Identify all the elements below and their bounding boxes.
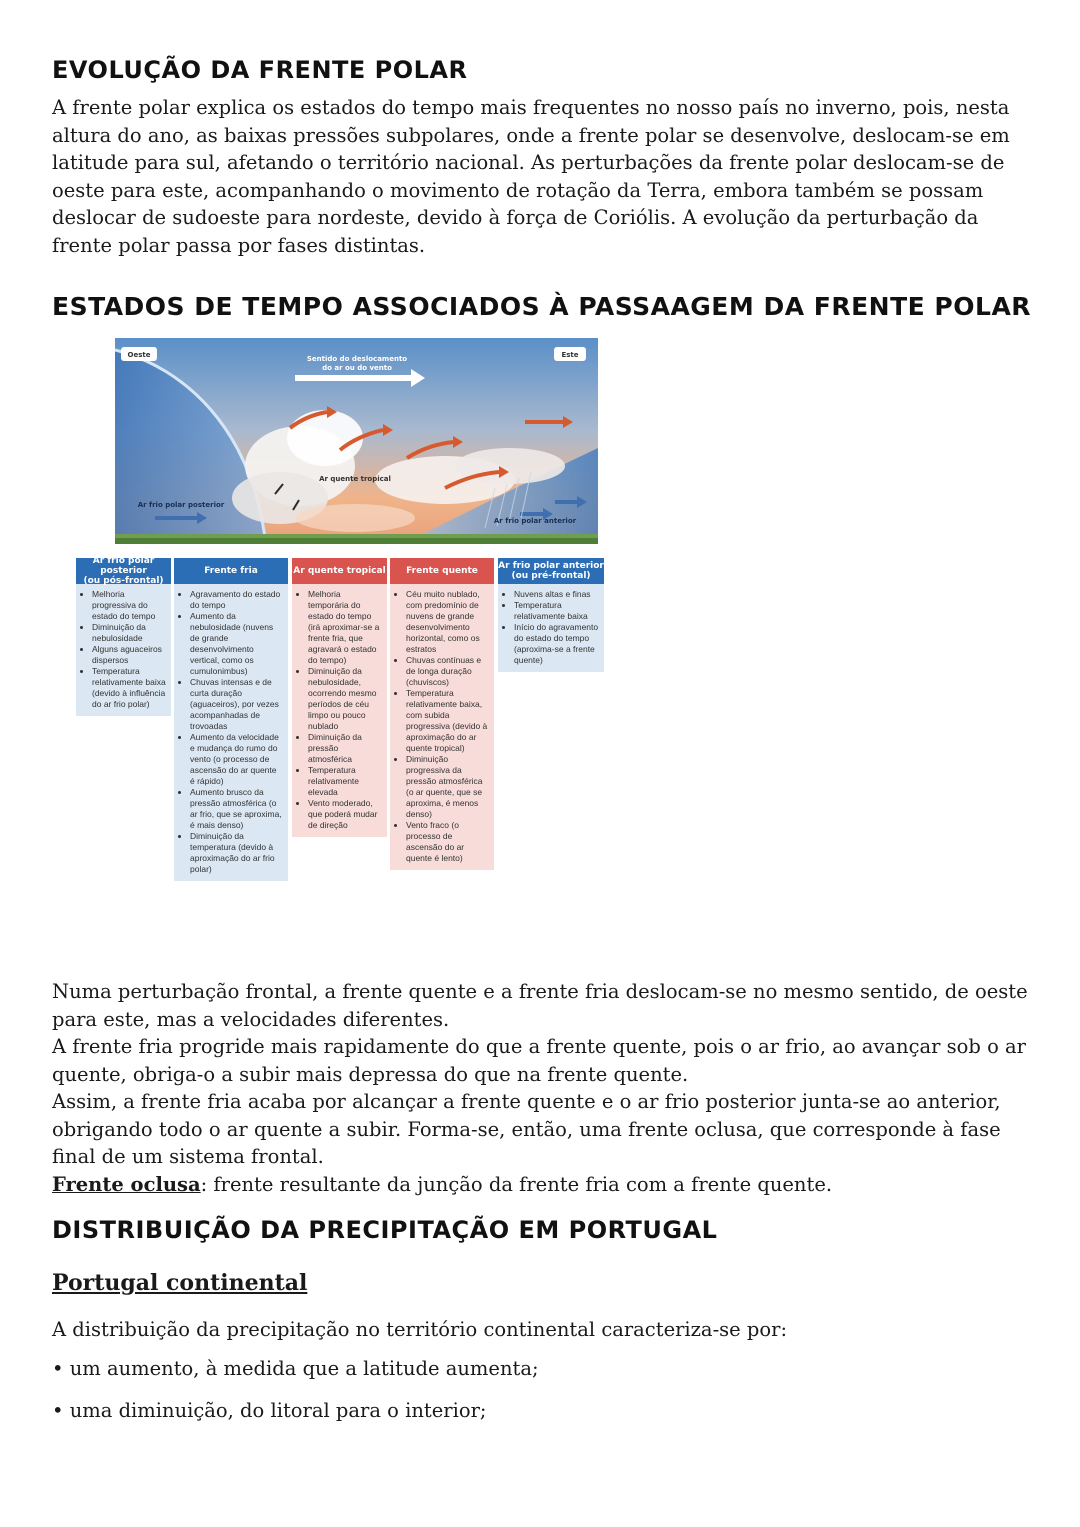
bullet-item: • um aumento, à medida que a latitude aumenta;	[52, 1357, 539, 1380]
paragraph-continental-intro: A distribuição da precipitação no território continental caracteriza-se por:	[52, 1318, 788, 1341]
column-item: • Nuvens altas e finas	[514, 589, 599, 600]
direction-label-2: do ar ou do vento	[322, 364, 392, 372]
column-item: • Início do agravamento do estado do tempo (aproxima-se a frente quente)	[514, 622, 599, 666]
bullet-item: • uma diminuição, do litoral para o interior;	[52, 1399, 487, 1422]
column-item: • Aumento da velocidade e mudança do rumo do vento (o processo de ascensão do ar quente é rápido)	[190, 732, 283, 787]
column-item: • Diminuição da temperatura (devido à aproximação do ar frio polar)	[190, 831, 283, 875]
paragraph-evolucao: A frente polar explica os estados do tempo mais frequentes no nosso país no inverno, pois, nesta altura do ano, as baixas pressões subpolares, onde a frente polar se desenvolve, deslocam-se em latitude para sul, afetando o território nacional. As perturbações da frente polar deslocam-se de oeste para este, acompanhando o movimento de rotação da Terra, embora também se possam deslocar de sudoeste para nordeste, devido à força de Coriólis. A evolução da perturbação da frente polar passa por fases distintas.	[52, 96, 1010, 257]
definition-frente-oclusa: : frente resultante da junção da frente fria com a frente quente.	[200, 1173, 833, 1196]
column-item: • Melhoria progressiva do estado do tempo	[92, 589, 166, 622]
column-ar-frio-posterior	[76, 558, 171, 716]
column-item: • Temperatura relativamente baixa	[514, 600, 599, 622]
column-header-line1: Ar frio polar anterior	[498, 561, 604, 571]
term-frente-oclusa: Frente oclusa	[52, 1173, 201, 1196]
column-header-line1: Frente fria	[204, 566, 258, 576]
column-item: • Vento moderado, que poderá mudar de direção	[308, 798, 382, 831]
section-title-estados: ESTADOS DE TEMPO ASSOCIADOS À PASSAAGEM DA FRENTE POLAR	[52, 292, 1032, 321]
column-header-line2: (ou pós-frontal)	[83, 576, 164, 586]
column-item: • Céu muito nublado, com predomínio de nuvens de grande desenvolvimento horizontal, como os estratos	[406, 589, 489, 655]
column-item: • Chuvas intensas e de curta duração (aguaceiros), por vezes acompanhadas de trovoadas	[190, 677, 283, 732]
column-header	[174, 558, 288, 584]
column-item: • Alguns aguaceiros dispersos	[92, 644, 166, 666]
column-header	[76, 558, 171, 584]
cold-ant-label: Ar frio polar anterior	[493, 517, 577, 525]
column-header	[292, 558, 387, 584]
column-item: • Diminuição da nebulosidade, ocorrendo mesmo períodos de céu limpo ou pouco nublado	[308, 666, 382, 732]
column-header-line1: Frente quente	[406, 566, 478, 576]
west-label: Oeste	[127, 351, 151, 359]
column-ar-frio-anterior	[498, 558, 604, 672]
column-item: • Diminuição da pressão atmosférica	[308, 732, 382, 765]
column-frente-quente	[390, 558, 494, 870]
direction-label-1: Sentido do deslocamento	[306, 355, 408, 363]
column-header-line1: Ar frio polar posterior	[92, 556, 155, 576]
frente-polar-figure	[76, 338, 606, 910]
warm-air-label: Ar quente tropical	[319, 475, 391, 483]
paragraph-frontal-1: Numa perturbação frontal, a frente quente e a frente fria deslocam-se no mesmo sentido, de oeste para este, mas a velocidades diferentes.	[52, 980, 1028, 1031]
column-header-line1: Ar quente tropical	[293, 566, 386, 576]
east-label: Este	[561, 351, 579, 359]
column-frente-fria	[174, 558, 288, 881]
column-item: • Aumento da nebulosidade (nuvens de grande desenvolvimento vertical, como os cumulonimbus)	[190, 611, 283, 677]
column-item: • Vento fraco (o processo de ascensão do ar quente é lento)	[406, 820, 489, 864]
paragraph-frontal-3: Assim, a frente fria acaba por alcançar a frente quente e o ar frio posterior junta-se ao anterior, obrigando todo o ar quente a subir. Forma-se, então, uma frente oclusa, que corresponde à fase final de um sistema frontal.	[52, 1090, 1001, 1168]
column-item: • Temperatura relativamente elevada	[308, 765, 382, 798]
paragraph-frente-oclusa	[52, 1171, 1037, 1199]
cold-post-label: Ar frio polar posterior	[137, 501, 225, 509]
column-header-line2: (ou pré-frontal)	[511, 571, 591, 581]
column-item: • Chuvas contínuas e de longa duração (chuviscos)	[406, 655, 489, 688]
column-item: • Diminuição da nebulosidade	[92, 622, 166, 644]
paragraph-frontal-2: A frente fria progride mais rapidamente do que a frente quente, pois o ar frio, ao avançar sob o ar quente, obriga-o a subir mais depressa do que na frente quente.	[52, 1035, 1026, 1086]
column-item: • Temperatura relativamente baixa, com subida progressiva (devido à aproximação do ar quente tropical)	[406, 688, 489, 754]
column-item: • Melhoria temporária do estado do tempo (irá aproximar-se a frente fria, que agravará o estado do tempo)	[308, 589, 382, 666]
column-item: • Diminuição progressiva da pressão atmosférica (o ar quente, que se aproxima, é menos denso)	[406, 754, 489, 820]
section-title-evolucao: EVOLUÇÃO DA FRENTE POLAR	[52, 56, 468, 84]
column-header	[498, 558, 604, 584]
column-item: • Temperatura relativamente baixa (devido à influência do ar frio polar)	[92, 666, 166, 710]
column-item: • Aumento brusco da pressão atmosférica (o ar frio, que se aproxima, é mais denso)	[190, 787, 283, 831]
subsection-portugal-continental: Portugal continental	[52, 1270, 308, 1296]
section-title-precipitacao: DISTRIBUIÇÃO DA PRECIPITAÇÃO EM PORTUGAL	[52, 1216, 718, 1244]
frente-polar-diagram	[115, 338, 598, 544]
column-header	[390, 558, 494, 584]
column-ar-quente-tropical	[292, 558, 387, 837]
column-item: • Agravamento do estado do tempo	[190, 589, 283, 611]
